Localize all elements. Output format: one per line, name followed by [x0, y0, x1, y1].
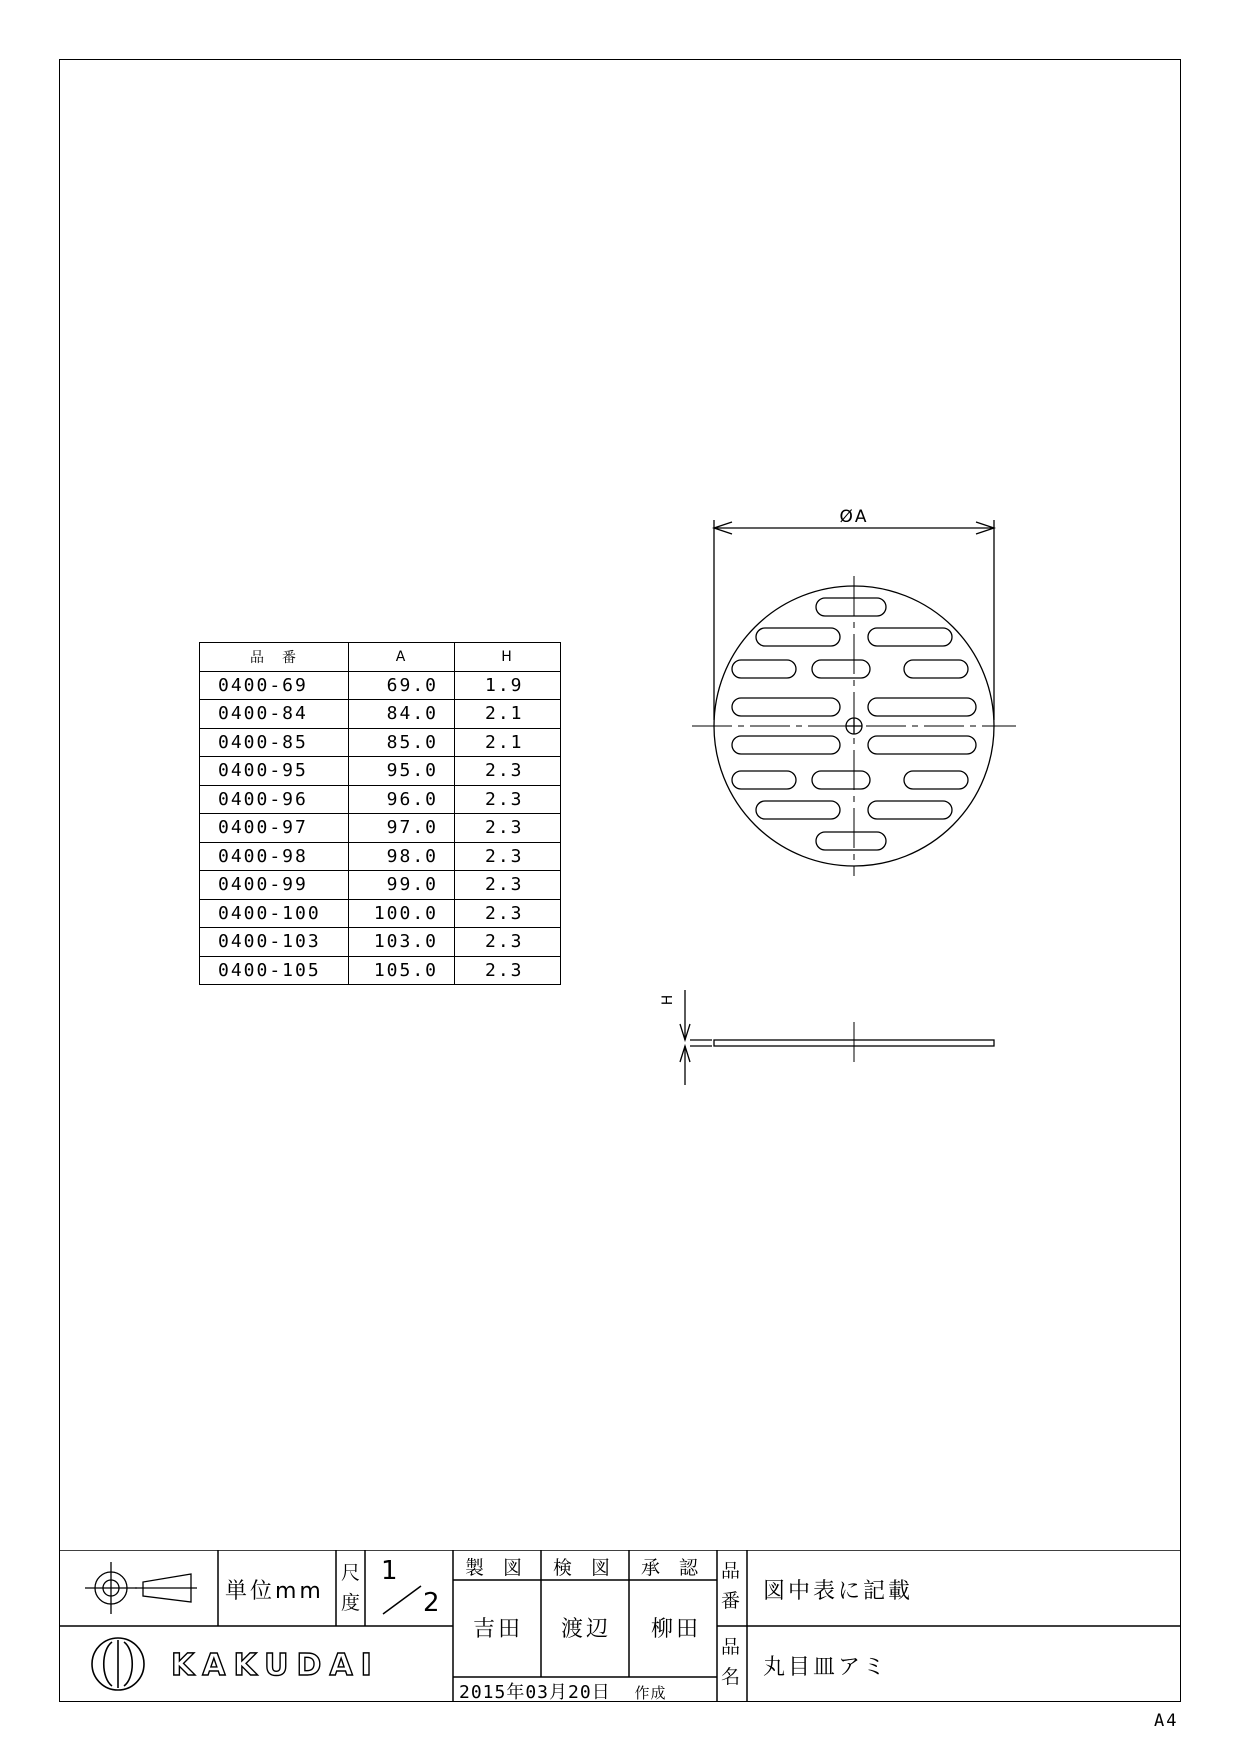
grate-slot: [904, 771, 968, 789]
cell-a: 96.0: [349, 785, 455, 814]
cell-part-number: 0400-97: [200, 814, 349, 843]
grate-slot: [868, 801, 952, 819]
logo-text: KAKUDAI: [171, 1648, 380, 1683]
scale-label-top: 尺: [341, 1562, 361, 1584]
height-label: H: [660, 994, 676, 1006]
cell-part-number: 0400-69: [200, 671, 349, 700]
title-block: [59, 1550, 1181, 1702]
cell-part-number: 0400-103: [200, 928, 349, 957]
grate-slot: [732, 736, 840, 754]
scale-label-bottom: 度: [341, 1592, 361, 1614]
grate-slot: [904, 660, 968, 678]
cell-a: 98.0: [349, 842, 455, 871]
partno-label-top: 品: [721, 1560, 741, 1582]
grate-slot: [816, 832, 886, 850]
approved-by: 柳田: [651, 1617, 702, 1642]
name-label-bottom: 名: [721, 1666, 741, 1688]
creation-suffix: 作成: [634, 1684, 667, 1702]
scale-numerator: 1: [381, 1556, 401, 1586]
grate-slot: [732, 771, 796, 789]
cell-h: 2.3: [455, 757, 561, 786]
partno-label-bottom: 番: [721, 1590, 741, 1612]
grate-slot: [816, 598, 886, 616]
sheet-size: A4: [1154, 1711, 1179, 1731]
unit-label: 単位mm: [225, 1579, 324, 1604]
creation-date: 2015年03月20日: [459, 1682, 611, 1703]
partno-value: 図中表に記載: [763, 1579, 914, 1604]
cell-part-number: 0400-96: [200, 785, 349, 814]
cell-a: 95.0: [349, 757, 455, 786]
cell-h: 2.3: [455, 899, 561, 928]
cell-part-number: 0400-99: [200, 871, 349, 900]
cell-a: 84.0: [349, 700, 455, 729]
cell-a: 103.0: [349, 928, 455, 957]
scale-denominator: 2: [423, 1588, 443, 1618]
header-a: A: [349, 643, 455, 672]
cell-a: 85.0: [349, 728, 455, 757]
grate-slot: [732, 698, 840, 716]
drawn-by: 吉田: [473, 1617, 524, 1642]
cell-part-number: 0400-84: [200, 700, 349, 729]
cell-part-number: 0400-105: [200, 956, 349, 985]
grate-slot: [732, 660, 796, 678]
drawn-label: 製 図: [465, 1557, 523, 1579]
approved-label: 承 認: [641, 1557, 699, 1579]
date-text: [459, 1678, 667, 1704]
header-h: H: [455, 643, 561, 672]
kakudai-logo-icon: [92, 1638, 144, 1690]
name-label-top: 品: [721, 1636, 741, 1658]
cell-part-number: 0400-95: [200, 757, 349, 786]
grate-slot: [756, 628, 840, 646]
cell-h: 2.3: [455, 814, 561, 843]
cell-h: 2.3: [455, 928, 561, 957]
cell-h: 2.3: [455, 785, 561, 814]
cell-part-number: 0400-100: [200, 899, 349, 928]
cell-a: 100.0: [349, 899, 455, 928]
grate-slot: [868, 698, 976, 716]
projection-symbol-icon: [85, 1562, 197, 1614]
cell-h: 2.3: [455, 871, 561, 900]
checked-by: 渡辺: [561, 1617, 612, 1642]
cell-part-number: 0400-85: [200, 728, 349, 757]
cell-a: 99.0: [349, 871, 455, 900]
cell-a: 97.0: [349, 814, 455, 843]
diameter-label: ØA: [839, 507, 869, 527]
grate-slot: [868, 736, 976, 754]
cell-h: 2.1: [455, 728, 561, 757]
cell-h: 2.3: [455, 956, 561, 985]
grate-slot: [812, 660, 870, 678]
header-part-number: 品 番: [200, 643, 349, 672]
grate-slot: [868, 628, 952, 646]
grate-slot: [812, 771, 870, 789]
checked-label: 検 図: [553, 1557, 611, 1579]
name-value: 丸目皿アミ: [763, 1655, 889, 1680]
cell-h: 2.3: [455, 842, 561, 871]
cell-h: 2.1: [455, 700, 561, 729]
grate-slot: [756, 801, 840, 819]
cell-a: 69.0: [349, 671, 455, 700]
cell-a: 105.0: [349, 956, 455, 985]
cell-h: 1.9: [455, 671, 561, 700]
cell-part-number: 0400-98: [200, 842, 349, 871]
